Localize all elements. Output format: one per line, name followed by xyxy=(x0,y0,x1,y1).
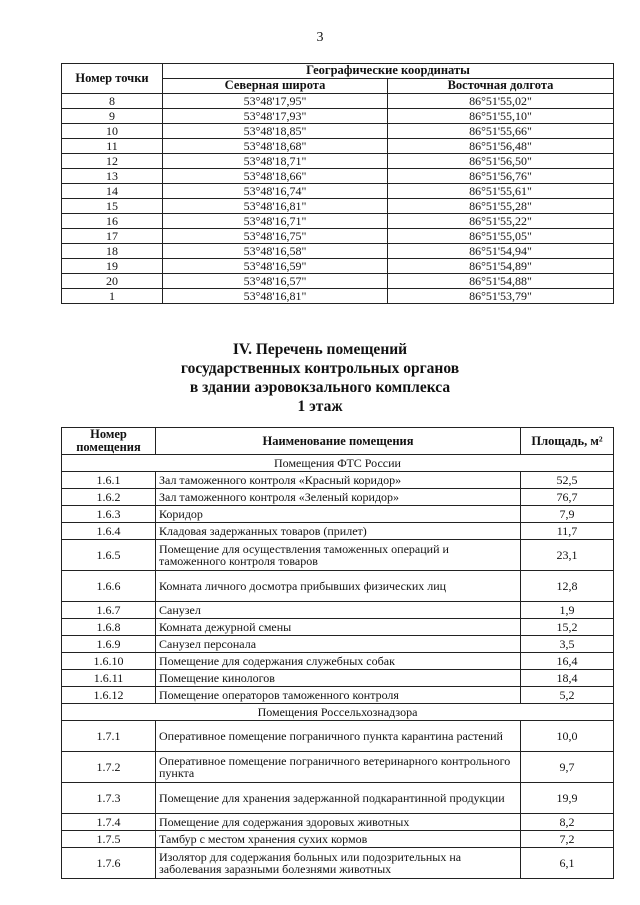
table-row xyxy=(62,506,614,523)
room-area-cell: 9,7 xyxy=(521,752,614,783)
heading-line-4: 1 этаж xyxy=(297,398,343,415)
longitude-cell: 86°51'56,50" xyxy=(388,154,614,169)
table-row xyxy=(62,687,614,704)
point-cell: 1 xyxy=(62,289,163,304)
room-area-cell: 1,9 xyxy=(521,602,614,619)
room-area-cell: 12,8 xyxy=(521,571,614,602)
room-name-cell: Помещение кинологов xyxy=(156,670,521,687)
room-area-cell: 10,0 xyxy=(521,721,614,752)
longitude-cell: 86°51'55,61" xyxy=(388,184,614,199)
longitude-cell: 86°51'54,88" xyxy=(388,274,614,289)
table-row xyxy=(62,602,614,619)
point-cell: 18 xyxy=(62,244,163,259)
longitude-cell: 86°51'55,22" xyxy=(388,214,614,229)
table-row xyxy=(62,109,614,124)
table-row xyxy=(62,169,614,184)
longitude-cell: 86°51'55,66" xyxy=(388,124,614,139)
room-number-cell: 1.6.5 xyxy=(62,540,156,571)
table-row xyxy=(62,289,614,304)
header-longitude: Восточная долгота xyxy=(388,79,614,94)
header-room-name: Наименование помещения xyxy=(156,428,521,455)
room-name-cell: Коридор xyxy=(156,506,521,523)
room-area-cell: 5,2 xyxy=(521,687,614,704)
room-number-cell: 1.6.7 xyxy=(62,602,156,619)
point-cell: 19 xyxy=(62,259,163,274)
room-number-cell: 1.7.5 xyxy=(62,831,156,848)
point-cell: 16 xyxy=(62,214,163,229)
room-name-cell: Помещение для хранения задержанной подкарантинной продукции xyxy=(156,783,521,814)
room-name-cell: Санузел xyxy=(156,602,521,619)
latitude-cell: 53°48'16,57" xyxy=(163,274,388,289)
latitude-cell: 53°48'18,85" xyxy=(163,124,388,139)
latitude-cell: 53°48'18,68" xyxy=(163,139,388,154)
latitude-cell: 53°48'16,59" xyxy=(163,259,388,274)
room-area-cell: 7,9 xyxy=(521,506,614,523)
room-number-cell: 1.6.9 xyxy=(62,636,156,653)
longitude-cell: 86°51'54,94" xyxy=(388,244,614,259)
room-name-cell: Изолятор для содержания больных или подозрительных на заболевания заразными болезнями животных xyxy=(156,848,521,879)
room-area-cell: 19,9 xyxy=(521,783,614,814)
table-row xyxy=(62,124,614,139)
room-number-cell: 1.6.8 xyxy=(62,619,156,636)
room-area-cell: 15,2 xyxy=(521,619,614,636)
longitude-cell: 86°51'56,48" xyxy=(388,139,614,154)
table-row xyxy=(62,783,614,814)
coordinates-table xyxy=(61,63,614,304)
heading-line-2: государственных контрольных органов xyxy=(180,360,460,377)
longitude-cell: 86°51'56,76" xyxy=(388,169,614,184)
latitude-cell: 53°48'16,81" xyxy=(163,199,388,214)
table-row xyxy=(62,154,614,169)
room-number-cell: 1.6.2 xyxy=(62,489,156,506)
room-number-cell: 1.6.3 xyxy=(62,506,156,523)
point-cell: 14 xyxy=(62,184,163,199)
latitude-cell: 53°48'16,75" xyxy=(163,229,388,244)
room-area-cell: 52,5 xyxy=(521,472,614,489)
point-cell: 20 xyxy=(62,274,163,289)
table-row xyxy=(62,721,614,752)
table-row xyxy=(62,94,614,109)
room-area-cell: 11,7 xyxy=(521,523,614,540)
point-cell: 8 xyxy=(62,94,163,109)
table-row xyxy=(62,274,614,289)
room-name-cell: Помещение для содержания служебных собак xyxy=(156,653,521,670)
header-room-number: Номер помещения xyxy=(62,428,156,455)
latitude-cell: 53°48'18,71" xyxy=(163,154,388,169)
room-name-cell: Помещение для содержания здоровых животных xyxy=(156,814,521,831)
table-row xyxy=(62,653,614,670)
room-number-cell: 1.6.1 xyxy=(62,472,156,489)
point-cell: 12 xyxy=(62,154,163,169)
latitude-cell: 53°48'16,58" xyxy=(163,244,388,259)
table-row xyxy=(62,848,614,879)
room-name-cell: Зал таможенного контроля «Зеленый коридор» xyxy=(156,489,521,506)
latitude-cell: 53°48'16,71" xyxy=(163,214,388,229)
longitude-cell: 86°51'55,05" xyxy=(388,229,614,244)
room-number-cell: 1.6.6 xyxy=(62,571,156,602)
latitude-cell: 53°48'16,74" xyxy=(163,184,388,199)
table-row xyxy=(62,814,614,831)
header-point-number: Номер точки xyxy=(62,64,163,94)
rooms-table xyxy=(61,427,614,879)
longitude-cell: 86°51'55,10" xyxy=(388,109,614,124)
room-area-cell: 18,4 xyxy=(521,670,614,687)
table-row xyxy=(62,184,614,199)
table-row xyxy=(62,244,614,259)
room-area-cell: 76,7 xyxy=(521,489,614,506)
point-cell: 15 xyxy=(62,199,163,214)
point-cell: 17 xyxy=(62,229,163,244)
room-area-cell: 7,2 xyxy=(521,831,614,848)
table-row xyxy=(62,571,614,602)
latitude-cell: 53°48'16,81" xyxy=(163,289,388,304)
room-name-cell: Комната дежурной смены xyxy=(156,619,521,636)
latitude-cell: 53°48'17,93" xyxy=(163,109,388,124)
room-number-cell: 1.7.4 xyxy=(62,814,156,831)
table-row xyxy=(62,540,614,571)
longitude-cell: 86°51'55,28" xyxy=(388,199,614,214)
table-row xyxy=(62,670,614,687)
header-geo-coordinates: Географические координаты xyxy=(163,64,614,79)
room-name-cell: Зал таможенного контроля «Красный коридор» xyxy=(156,472,521,489)
room-name-cell: Кладовая задержанных товаров (прилет) xyxy=(156,523,521,540)
table-row xyxy=(62,214,614,229)
room-number-cell: 1.6.10 xyxy=(62,653,156,670)
table-row xyxy=(62,523,614,540)
room-area-cell: 16,4 xyxy=(521,653,614,670)
section-heading xyxy=(0,340,640,416)
room-name-cell: Помещение операторов таможенного контроля xyxy=(156,687,521,704)
table-row xyxy=(62,831,614,848)
table-row xyxy=(62,259,614,274)
point-cell: 13 xyxy=(62,169,163,184)
room-area-cell: 6,1 xyxy=(521,848,614,879)
section-row xyxy=(62,704,614,721)
section-row xyxy=(62,455,614,472)
room-area-cell: 3,5 xyxy=(521,636,614,653)
table-row xyxy=(62,636,614,653)
point-cell: 10 xyxy=(62,124,163,139)
point-cell: 11 xyxy=(62,139,163,154)
room-number-cell: 1.6.12 xyxy=(62,687,156,704)
table-row xyxy=(62,199,614,214)
room-name-cell: Помещение для осуществления таможенных операций и таможенного контроля товаров xyxy=(156,540,521,571)
latitude-cell: 53°48'18,66" xyxy=(163,169,388,184)
room-number-cell: 1.7.3 xyxy=(62,783,156,814)
room-number-cell: 1.6.4 xyxy=(62,523,156,540)
room-name-cell: Тамбур с местом хранения сухих кормов xyxy=(156,831,521,848)
table-row xyxy=(62,229,614,244)
room-number-cell: 1.6.11 xyxy=(62,670,156,687)
header-room-area: Площадь, м² xyxy=(521,428,614,455)
longitude-cell: 86°51'55,02" xyxy=(388,94,614,109)
room-name-cell: Санузел персонала xyxy=(156,636,521,653)
point-cell: 9 xyxy=(62,109,163,124)
table-row xyxy=(62,472,614,489)
room-number-cell: 1.7.1 xyxy=(62,721,156,752)
room-number-cell: 1.7.2 xyxy=(62,752,156,783)
page-number: 3 xyxy=(316,30,324,45)
table-row xyxy=(62,489,614,506)
latitude-cell: 53°48'17,95" xyxy=(163,94,388,109)
room-name-cell: Оперативное помещение пограничного пункта карантина растений xyxy=(156,721,521,752)
heading-line-3: в здании аэровокзального комплекса xyxy=(189,379,451,396)
section-title: Помещения ФТС России xyxy=(62,455,614,472)
table-row xyxy=(62,752,614,783)
longitude-cell: 86°51'53,79" xyxy=(388,289,614,304)
longitude-cell: 86°51'54,89" xyxy=(388,259,614,274)
room-name-cell: Оперативное помещение пограничного ветеринарного контрольного пункта xyxy=(156,752,521,783)
room-area-cell: 8,2 xyxy=(521,814,614,831)
heading-line-1: IV. Перечень помещений xyxy=(232,341,408,358)
room-name-cell: Комната личного досмотра прибывших физических лиц xyxy=(156,571,521,602)
table-row xyxy=(62,619,614,636)
table-row xyxy=(62,139,614,154)
header-latitude: Северная широта xyxy=(163,79,388,94)
section-title: Помещения Россельхознадзора xyxy=(62,704,614,721)
room-number-cell: 1.7.6 xyxy=(62,848,156,879)
room-area-cell: 23,1 xyxy=(521,540,614,571)
